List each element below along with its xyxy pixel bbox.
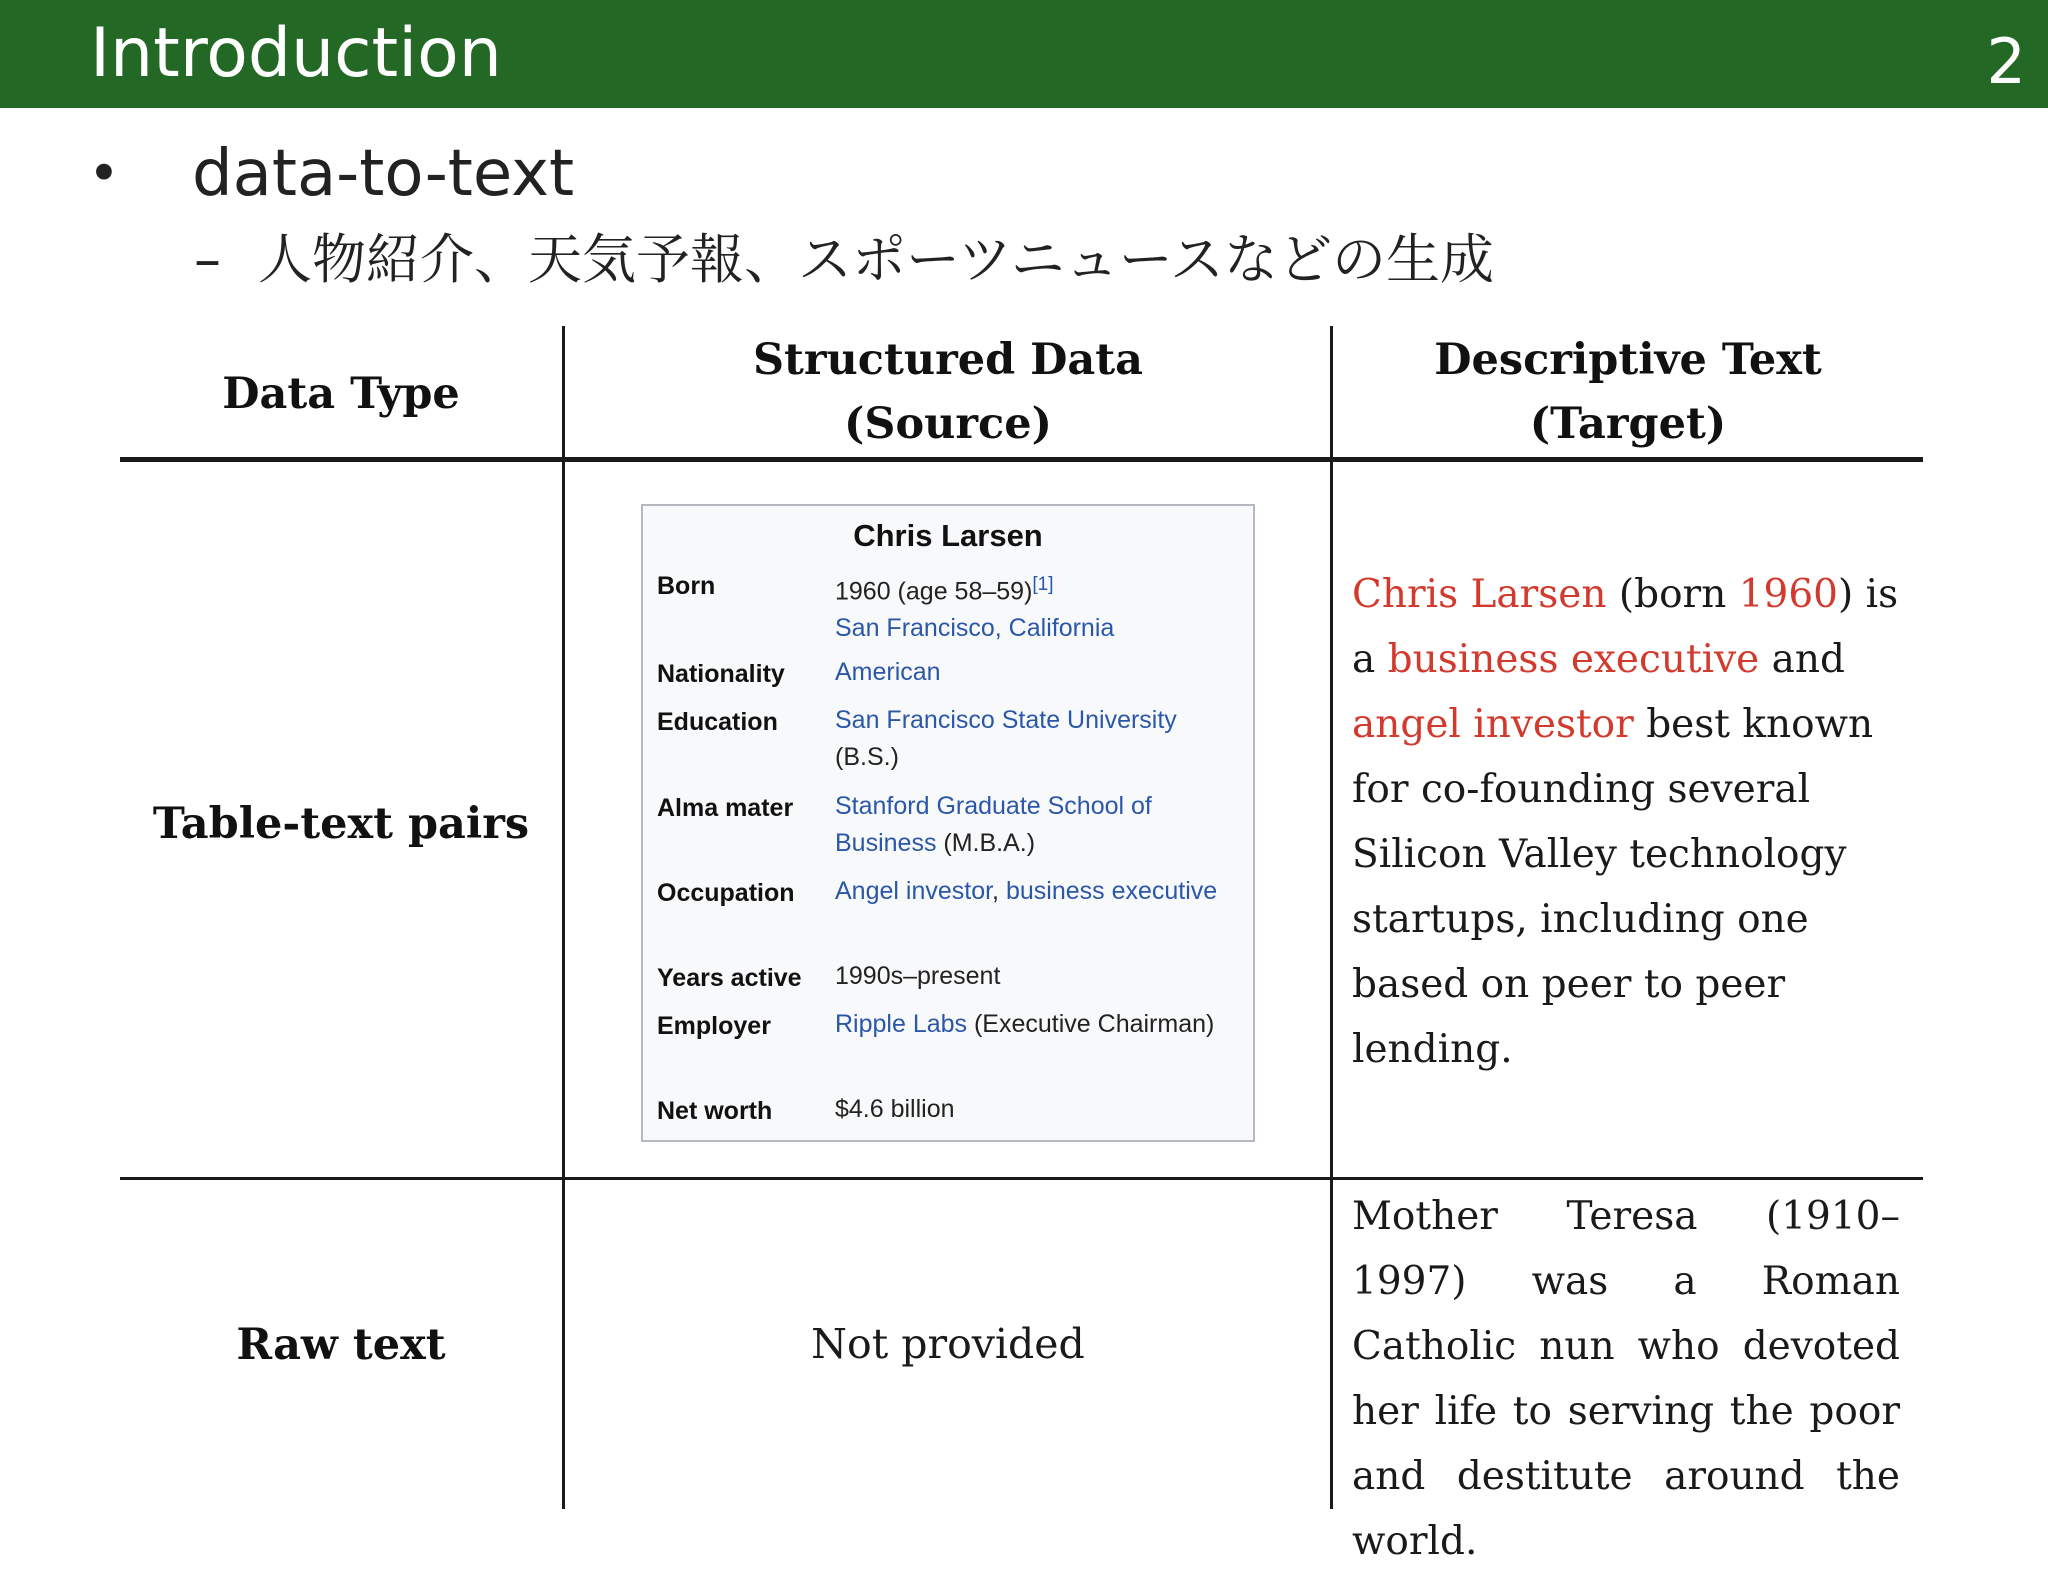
bullet-marker: • [88, 142, 120, 205]
target-text-mother-teresa: Mother Teresa (1910–1997) was a Roman Catholic nun who devoted her life to serving the poor and destitute around the world. [1352, 1194, 1900, 1564]
education-link[interactable]: San Francisco State University [835, 706, 1177, 734]
infobox-value-born: 1960 (age 58–59)[1] San Francisco, California [835, 574, 1115, 643]
infobox-key-education: Education [657, 708, 778, 736]
occupation-link-2[interactable]: business executive [1005, 877, 1218, 905]
row-divider [120, 1177, 1923, 1180]
slide-title: Introduction [90, 14, 502, 93]
infobox-key-occupation: Occupation [657, 879, 795, 907]
target-text-chris-larsen: Chris Larsen (born 1960) is a business executive and angel investor best known for co-founding several Silicon Valley technology startups, including one based on peer to peer lending. [1352, 572, 1899, 1072]
infobox-key-years-active: Years active [657, 964, 802, 992]
header-structured-data: Structured Data (Source) [752, 335, 1144, 449]
citation-link[interactable]: [1] [1032, 574, 1054, 595]
infobox-value-education: San Francisco State University (B.S.) [835, 706, 1177, 771]
header-descriptive-text: Descriptive Text (Target) [1434, 335, 1822, 449]
sub-bullet-text: 人物紹介、天気予報、スポーツニュースなどの生成 [258, 228, 1495, 291]
infobox-value-nationality [835, 654, 1250, 691]
infobox-key-net-worth: Net worth [657, 1097, 773, 1125]
infobox-value-alma-mater: Stanford Graduate School of Business (M.B.A.) [835, 792, 1152, 857]
not-provided-text: Not provided [811, 1320, 1085, 1368]
employer-link[interactable]: Ripple Labs [835, 1010, 968, 1038]
sub-bullet-marker: – [194, 228, 221, 291]
wikipedia-infobox [641, 504, 1255, 1142]
infobox-value-years-active: 1990s–present [835, 962, 1001, 990]
title-bar [0, 0, 2048, 108]
infobox-value-net-worth: $4.6 billion [835, 1095, 955, 1123]
infobox-key-born: Born [657, 572, 716, 600]
occupation-link-1[interactable]: Angel investor [835, 877, 993, 905]
infobox-title: Chris Larsen [853, 518, 1043, 553]
infobox-key-nationality: Nationality [657, 660, 785, 688]
row-label-table-text-pairs: Table-text pairs [152, 799, 530, 849]
row-label-raw-text: Raw text [236, 1320, 446, 1370]
page-number: 2 [1986, 25, 2026, 98]
born-place-link[interactable]: San Francisco, California [835, 614, 1115, 643]
infobox-key-employer: Employer [657, 1012, 771, 1040]
nationality-link[interactable]: American [835, 658, 941, 686]
header-rule [120, 457, 1923, 462]
infobox-value-occupation: Angel investor, business executive [835, 877, 1218, 905]
alma-mater-link[interactable]: Stanford Graduate School of Business [835, 792, 1152, 857]
bullet-text: data-to-text [192, 137, 575, 211]
infobox-key-alma-mater: Alma mater [657, 794, 794, 822]
infobox-value-employer: Ripple Labs (Executive Chairman) [835, 1010, 1215, 1038]
header-data-type: Data Type [222, 369, 460, 419]
